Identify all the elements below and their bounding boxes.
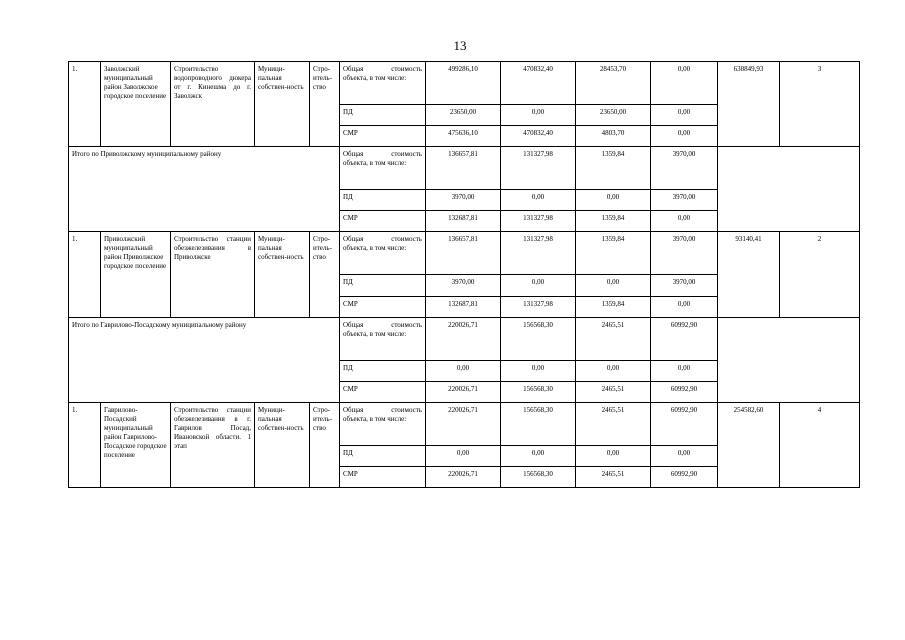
extra-value: 93140,41 bbox=[718, 232, 780, 317]
extra-value: 254582,60 bbox=[718, 402, 780, 487]
amount-cell: 132687,81 bbox=[426, 211, 501, 232]
table-row bbox=[69, 402, 860, 445]
amount-cell: 60992,90 bbox=[651, 317, 718, 360]
total-label: Общая стоимость объекта, в том числе: bbox=[340, 62, 426, 105]
summary-title: Итого по Приволжскому муниципальному району bbox=[69, 147, 340, 232]
amount-cell: 0,00 bbox=[651, 211, 718, 232]
municipality-cell: Приволжский муниципальный район Приволжское городское поселение bbox=[101, 232, 171, 317]
pd-label: ПД bbox=[340, 190, 426, 211]
amount-cell: 156568,30 bbox=[501, 402, 576, 445]
amount-cell: 3970,00 bbox=[426, 190, 501, 211]
smr-label: СМР bbox=[340, 466, 426, 487]
amount-cell: 156568,30 bbox=[501, 317, 576, 360]
ownership-cell: Муници-пальная собствен-ность bbox=[255, 62, 310, 147]
amount-cell: 2465,51 bbox=[576, 466, 651, 487]
amount-cell: 220026,71 bbox=[426, 466, 501, 487]
amount-cell: 23650,00 bbox=[426, 105, 501, 126]
blank-cell bbox=[718, 317, 860, 402]
blank-cell bbox=[718, 147, 860, 232]
row-number: 1. bbox=[69, 402, 101, 487]
amount-cell: 0,00 bbox=[651, 296, 718, 317]
ownership-cell: Муници-пальная собствен-ность bbox=[255, 232, 310, 317]
amount-cell: 0,00 bbox=[576, 445, 651, 466]
work-type-cell: Стро-итель-ство bbox=[310, 402, 340, 487]
municipality-cell: Заволжский муниципальный район Заволжское городское поселение bbox=[101, 62, 171, 147]
work-type-cell: Стро-итель-ство bbox=[310, 62, 340, 147]
amount-cell: 136657,81 bbox=[426, 147, 501, 190]
amount-cell: 3970,00 bbox=[651, 232, 718, 275]
extra-value: 638849,93 bbox=[718, 62, 780, 147]
ownership-cell: Муници-пальная собствен-ность bbox=[255, 402, 310, 487]
amount-cell: 3970,00 bbox=[426, 275, 501, 296]
amount-cell: 60992,90 bbox=[651, 402, 718, 445]
row-number: 1. bbox=[69, 232, 101, 317]
amount-cell: 28453,70 bbox=[576, 62, 651, 105]
rank-cell: 2 bbox=[780, 232, 860, 317]
amount-cell: 0,00 bbox=[501, 190, 576, 211]
table-row bbox=[69, 147, 860, 190]
amount-cell: 220026,71 bbox=[426, 381, 501, 402]
amount-cell: 0,00 bbox=[651, 126, 718, 147]
amount-cell: 131327,98 bbox=[501, 232, 576, 275]
amount-cell: 0,00 bbox=[501, 360, 576, 381]
table-row bbox=[69, 232, 860, 275]
smr-label: СМР bbox=[340, 296, 426, 317]
total-label: Общая стоимость объекта, в том числе: bbox=[340, 317, 426, 360]
amount-cell: 1359,84 bbox=[576, 232, 651, 275]
pd-label: ПД bbox=[340, 105, 426, 126]
summary-title: Итого по Гаврилово-Посадскому муниципальному району bbox=[69, 317, 340, 402]
amount-cell: 0,00 bbox=[576, 360, 651, 381]
amount-cell: 131327,98 bbox=[501, 296, 576, 317]
amount-cell: 23650,00 bbox=[576, 105, 651, 126]
amount-cell: 0,00 bbox=[576, 275, 651, 296]
amount-cell: 60992,90 bbox=[651, 381, 718, 402]
amount-cell: 1359,84 bbox=[576, 147, 651, 190]
amount-cell: 136657,81 bbox=[426, 232, 501, 275]
amount-cell: 156568,30 bbox=[501, 466, 576, 487]
amount-cell: 220026,71 bbox=[426, 402, 501, 445]
amount-cell: 156568,30 bbox=[501, 381, 576, 402]
amount-cell: 1359,84 bbox=[576, 296, 651, 317]
amount-cell: 0,00 bbox=[426, 445, 501, 466]
rank-cell: 3 bbox=[780, 62, 860, 147]
amount-cell: 470832,40 bbox=[501, 126, 576, 147]
smr-label: СМР bbox=[340, 381, 426, 402]
table-row bbox=[69, 62, 860, 105]
amount-cell: 60992,90 bbox=[651, 466, 718, 487]
amount-cell: 220026,71 bbox=[426, 317, 501, 360]
amount-cell: 131327,98 bbox=[501, 147, 576, 190]
amount-cell: 0,00 bbox=[651, 62, 718, 105]
amount-cell: 0,00 bbox=[501, 275, 576, 296]
amount-cell: 0,00 bbox=[501, 105, 576, 126]
object-cell: Строительство водопроводного дюкера от г. Кинешма до г. Заволжск bbox=[171, 62, 255, 147]
row-number: 1. bbox=[69, 62, 101, 147]
amount-cell: 4803,70 bbox=[576, 126, 651, 147]
smr-label: СМР bbox=[340, 211, 426, 232]
municipality-cell: Гаврилово-Посадский муниципальный район Гаврилово-Посадское городское поселение bbox=[101, 402, 171, 487]
object-cell: Строительство станции обезжелезивания в Приволжске bbox=[171, 232, 255, 317]
amount-cell: 2465,51 bbox=[576, 381, 651, 402]
total-label: Общая стоимость объекта, в том числе: bbox=[340, 232, 426, 275]
table-row bbox=[69, 317, 860, 360]
rank-cell: 4 bbox=[780, 402, 860, 487]
amount-cell: 3970,00 bbox=[651, 275, 718, 296]
smr-label: СМР bbox=[340, 126, 426, 147]
amount-cell: 0,00 bbox=[651, 360, 718, 381]
pd-label: ПД bbox=[340, 360, 426, 381]
amount-cell: 0,00 bbox=[576, 190, 651, 211]
amount-cell: 3970,00 bbox=[651, 190, 718, 211]
amount-cell: 131327,98 bbox=[501, 211, 576, 232]
amount-cell: 1359,84 bbox=[576, 211, 651, 232]
amount-cell: 2465,51 bbox=[576, 402, 651, 445]
amount-cell: 2465,51 bbox=[576, 317, 651, 360]
investment-table bbox=[68, 61, 860, 488]
amount-cell: 475636,10 bbox=[426, 126, 501, 147]
amount-cell: 0,00 bbox=[501, 445, 576, 466]
pd-label: ПД bbox=[340, 275, 426, 296]
total-label: Общая стоимость объекта, в том числе: bbox=[340, 147, 426, 190]
object-cell: Строительство станции обезжелезивания в г. Гаврилов Посад, Ивановской области. 1 этап bbox=[171, 402, 255, 487]
amount-cell: 132687,81 bbox=[426, 296, 501, 317]
amount-cell: 499286,10 bbox=[426, 62, 501, 105]
amount-cell: 0,00 bbox=[651, 105, 718, 126]
amount-cell: 470832,40 bbox=[501, 62, 576, 105]
total-label: Общая стоимость объекта, в том числе: bbox=[340, 402, 426, 445]
amount-cell: 3970,00 bbox=[651, 147, 718, 190]
pd-label: ПД bbox=[340, 445, 426, 466]
amount-cell: 0,00 bbox=[651, 445, 718, 466]
page-number: 13 bbox=[453, 38, 467, 53]
amount-cell: 0,00 bbox=[426, 360, 501, 381]
work-type-cell: Стро-итель-ство bbox=[310, 232, 340, 317]
